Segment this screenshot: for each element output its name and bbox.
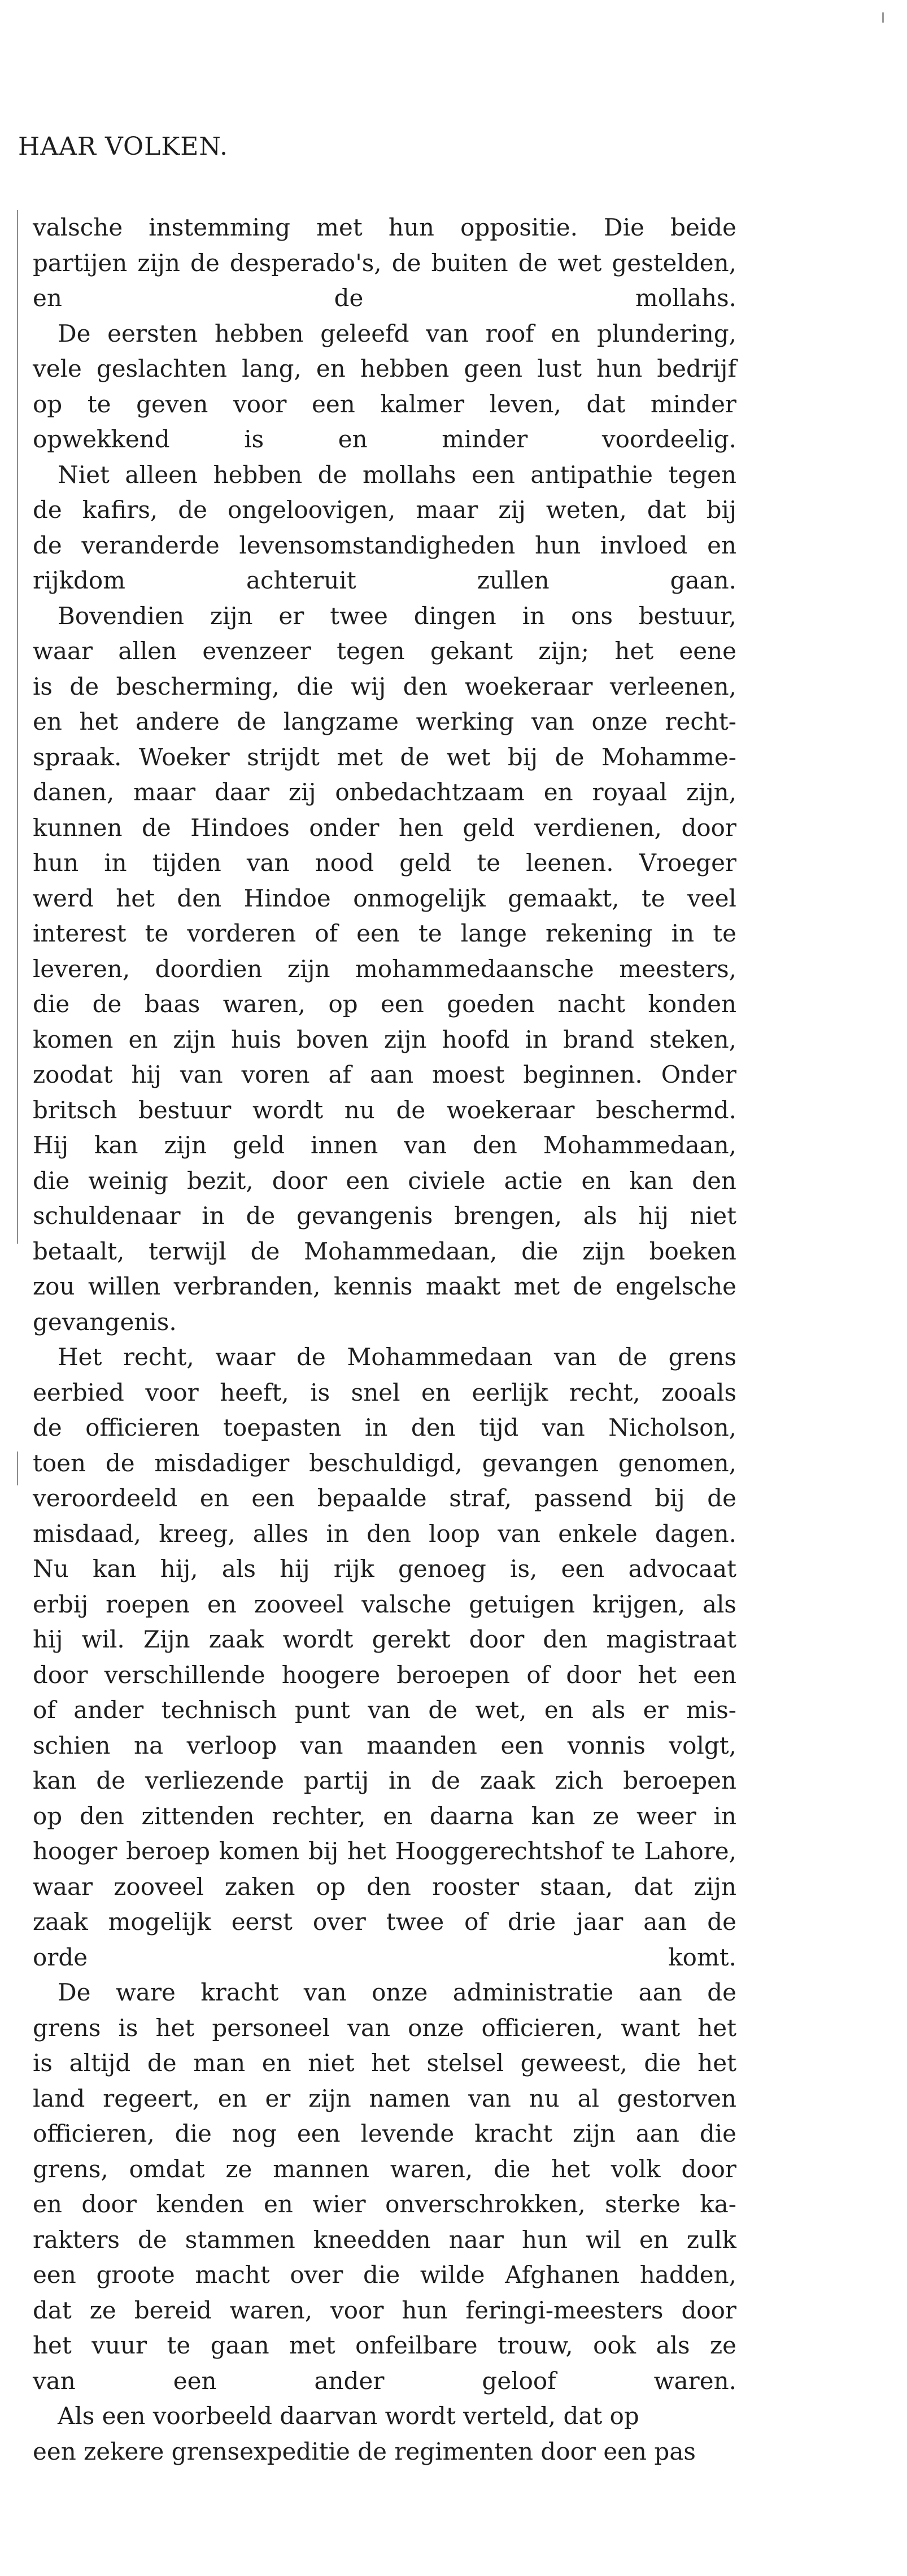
paragraph [33,2399,736,2469]
text-line: de officieren toepasten in den tijd van Nicholson, [33,1414,736,1441]
text-line: is de bescherming, die wij den woekeraar verleenen, [33,672,736,700]
text-line: kan de verliezende partij in de zaak zich beroepen [33,1767,736,1794]
running-head: HAAR VOLKEN. [18,132,228,161]
text-line: hun in tijden van nood geld te leenen. Vroeger [33,849,736,877]
text-line: en de mollahs. [33,284,736,312]
paragraph [33,1975,736,2399]
text-line: eerbied voor heeft, is snel en eerlijk recht, zooals [33,1378,736,1406]
text-line: op den zittenden rechter, en daarna kan ze weer in [33,1802,736,1830]
text-line: van een ander geloof waren. [33,2366,736,2395]
text-line: zoodat hij van voren af aan moest beginnen. Onder [33,1061,736,1088]
text-line: interest te vorderen of een te lange rekening in te [33,919,736,947]
text-line: die weinig bezit, door een civiele actie en kan den [33,1166,736,1195]
text-line: en door kenden en wier onverschrokken, sterke ka- [33,2190,736,2218]
text-line: misdaad, kreeg, alles in den loop van enkele dagen. [33,1519,736,1548]
text-line: hij wil. Zijn zaak wordt gerekt door den magistraat [33,1625,736,1653]
paragraph [33,457,736,599]
text-line: Niet alleen hebben de mollahs een antipathie tegen [58,460,736,489]
margin-rule [17,210,18,1244]
text-line: rijkdom achteruit zullen gaan. [33,566,736,594]
text-line: een groote macht over die wilde Afghanen hadden, [33,2261,736,2289]
text-line: gevangenis. [33,1307,177,1336]
text-line: veroordeeld en een bepaalde straf, passend bij de [33,1484,736,1512]
text-line: betaalt, terwijl de Mohammedaan, die zijn boeken [33,1237,736,1265]
text-line: Nu kan hij, als hij rijk genoeg is, een advocaat [33,1555,736,1583]
text-line: schien na verloop van maanden een vonnis volgt, [33,1731,736,1759]
text-line: kunnen de Hindoes onder hen geld verdienen, door [33,813,736,842]
paragraph [33,1340,736,1975]
text-line: schuldenaar in de gevangenis brengen, als hij niet [33,1202,736,1230]
text-line: spraak. Woeker strijdt met de wet bij de Mohamme- [33,743,736,771]
text-line: op te geven voor een kalmer leven, dat minder [33,390,736,418]
text-line: de kafirs, de ongeloovigen, maar zij weten, dat bij [33,496,736,524]
text-line: Bovendien zijn er twee dingen in ons bestuur, [58,601,736,630]
text-line: de veranderde levensomstandigheden hun invloed en [33,531,736,559]
text-line: grens, omdat ze mannen waren, die het volk door [33,2155,736,2183]
paragraph [33,316,736,457]
text-line: orde komt. [33,1943,736,1971]
text-line: zou willen verbranden, kennis maakt met de engelsche [33,1272,736,1300]
text-line: vele geslachten lang, en hebben geen lust hun bedrijf [33,355,736,382]
text-line: zaak mogelijk eerst over twee of drie jaar aan de [33,1908,736,1936]
text-line: een zekere grensexpeditie de regimenten door een pas [33,2437,696,2465]
text-line: De eersten hebben geleefd van roof en plundering, [58,319,736,347]
text-line: opwekkend is en minder voordeelig. [33,425,736,453]
text-line: valsche instemming met hun oppositie. Die beide [33,213,736,241]
text-line: toen de misdadiger beschuldigd, gevangen genomen, [33,1449,736,1477]
text-line: leveren, doordien zijn mohammedaansche meesters, [33,954,736,983]
text-line: erbij roepen en zooveel valsche getuigen krijgen, als [33,1590,736,1618]
margin-rule-short [17,1452,18,1485]
text-line: dat ze bereid waren, voor hun feringi-meesters door [33,2296,736,2324]
text-line: door verschillende hoogere beroepen of door het een [33,1660,736,1689]
text-line: land regeert, en er zijn namen van nu al gestorven [33,2084,736,2112]
text-line: waar allen evenzeer tegen gekant zijn; het eene [33,637,736,665]
text-line: Als een voorbeeld daarvan wordt verteld, dat op [58,2402,639,2430]
text-line: officieren, die nog een levende kracht zijn aan die [33,2120,736,2147]
text-line: komen en zijn huis boven zijn hoofd in brand steken, [33,1025,736,1053]
text-line: rakters de stammen kneedden naar hun wil en zulk [33,2225,736,2254]
paragraph [33,599,736,1340]
text-line: grens is het personeel van onze officieren, want het [33,2013,736,2042]
text-line: die de baas waren, op een goeden nacht konden [33,990,736,1018]
text-line: is altijd de man en niet het stelsel geweest, die het [33,2049,736,2077]
text-line: partijen zijn de desperado's, de buiten de wet gestelden, [33,249,736,277]
text-line: en het andere de langzame werking van onze recht- [33,708,736,735]
text-line: het vuur te gaan met onfeilbare trouw, ook als ze [33,2331,736,2359]
text-line: waar zooveel zaken op den rooster staan, dat zijn [33,1872,736,1901]
text-line: Het recht, waar de Mohammedaan van de grens [58,1343,736,1371]
text-line: britsch bestuur wordt nu de woekeraar beschermd. [33,1096,736,1124]
text-line: hooger beroep komen bij het Hooggerechtshof te Lahore, [33,1837,736,1865]
text-line: danen, maar daar zij onbedachtzaam en royaal zijn, [33,778,736,806]
text-line: werd het den Hindoe onmogelijk gemaakt, te veel [33,884,736,912]
text-line: of ander technisch punt van de wet, en als er mis- [33,1696,736,1724]
text-line: De ware kracht van onze administratie aan de [58,1978,736,2006]
body-text [33,210,736,2469]
scan-mark [882,12,884,23]
paragraph [33,210,736,316]
text-line: Hij kan zijn geld innen van den Mohammedaan, [33,1131,736,1159]
